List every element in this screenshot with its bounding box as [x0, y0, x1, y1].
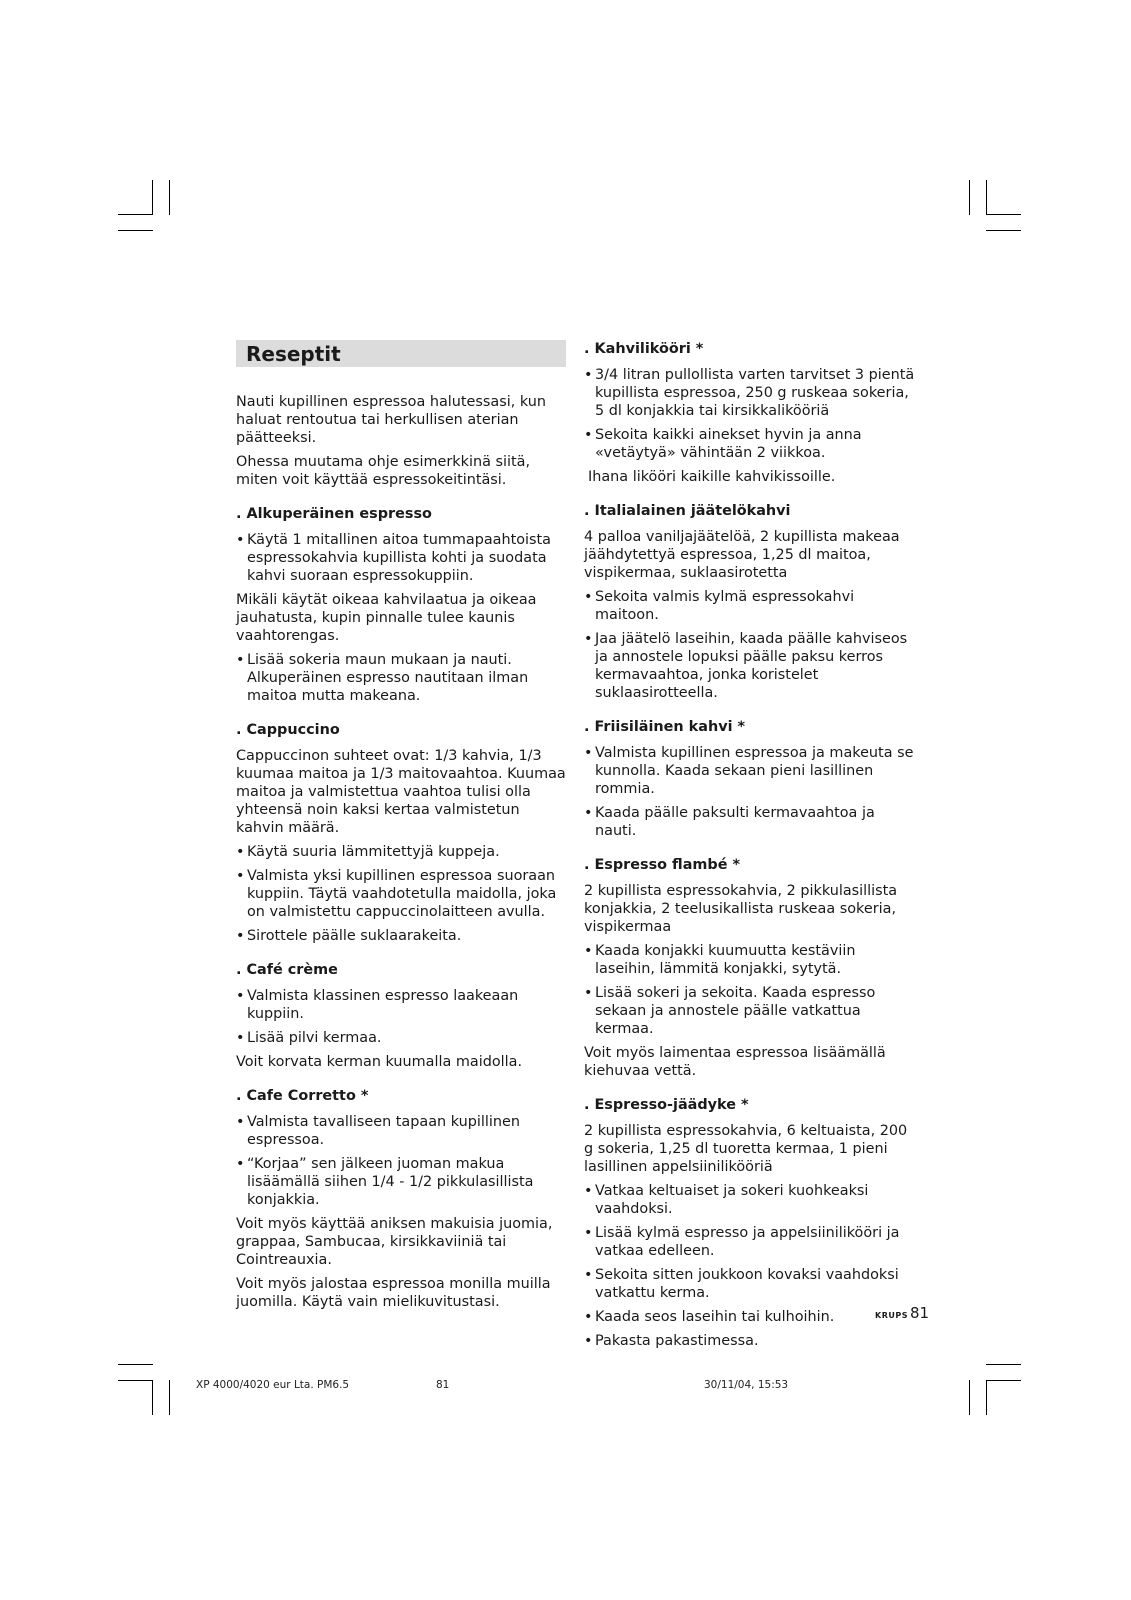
bullet-text: “Korjaa” sen jälkeen juoman makua lisäämällä siihen 1/4 - 1/2 pikkulasillista konjakkia.	[247, 1156, 534, 1208]
bullet-item	[236, 1029, 566, 1047]
bullet-icon: •	[584, 943, 593, 959]
bullet-item	[236, 651, 566, 705]
bullet-text: Kaada seos laseihin tai kulhoihin.	[595, 1309, 835, 1325]
recipe-heading: . Café crème	[236, 962, 338, 978]
recipe-paragraph: 2 kupillista espressokahvia, 6 keltuaista, 200 g sokeria, 1,25 dl tuoretta kermaa, 1 pieni lasillinen appelsiinilikööriä	[584, 1123, 908, 1175]
bullet-text: Sekoita valmis kylmä espressokahvi maitoon.	[595, 589, 855, 623]
bullet-icon: •	[236, 1114, 245, 1130]
bullet-item	[584, 1308, 919, 1326]
bullet-item	[236, 1113, 566, 1149]
recipe-heading: . Friisiläinen kahvi *	[584, 719, 746, 735]
bullet-text: Käytä 1 mitallinen aitoa tummapaahtoista espressokahvia kupillista kohti ja suodata kahvi suoraan espressokuppiin.	[247, 532, 551, 584]
bullet-item	[584, 744, 919, 798]
recipe-paragraph: Voit myös käyttää aniksen makuisia juomia, grappaa, Sambucaa, kirsikkaviiniä tai Cointreauxia.	[236, 1216, 553, 1268]
bullet-icon: •	[236, 844, 245, 860]
bullet-icon: •	[236, 928, 245, 944]
recipe-paragraph: Mikäli käytät oikeaa kahvilaatua ja oikeaa jauhatusta, kupin pinnalle tulee kaunis vaahtorengas.	[236, 592, 537, 644]
bullet-icon: •	[584, 631, 593, 647]
bullet-text: Kaada päälle paksulti kermavaahtoa ja nauti.	[595, 805, 875, 839]
recipe-heading: . Kahvilikööri *	[584, 341, 704, 357]
crop-mark	[118, 1380, 153, 1381]
bullet-icon: •	[584, 1267, 593, 1283]
bullet-icon: •	[584, 805, 593, 821]
bullet-icon: •	[584, 1225, 593, 1241]
recipe-paragraph: 2 kupillista espressokahvia, 2 pikkulasillista konjakkia, 2 teelusikallista ruskeaa sokeria, vispikermaa	[584, 883, 898, 935]
crop-mark	[118, 1364, 153, 1365]
bullet-text: Lisää sokeri ja sekoita. Kaada espresso sekaan ja annostele päälle vatkattua kermaa.	[595, 985, 876, 1037]
crop-mark	[986, 1380, 987, 1415]
right-column	[584, 340, 919, 1366]
recipe-list-right	[584, 340, 919, 1366]
bullet-item	[584, 1182, 919, 1218]
recipe-paragraph: Cappuccinon suhteet ovat: 1/3 kahvia, 1/3 kuumaa maitoa ja 1/3 maitovaahtoa. Kuumaa maitoa ja valmistettua vaahtoa tulisi olla yhteensä noin kaksi kertaa valmistetun kahvin määrä.	[236, 748, 566, 836]
bullet-text: Sirottele päälle suklaarakeita.	[247, 928, 462, 944]
crop-mark	[118, 230, 153, 231]
bullet-text: 3/4 litran pullollista varten tarvitset 3 pientä kupillista espressoa, 250 g ruskeaa sokeria, 5 dl konjakkia tai kirsikkalikööriä	[595, 367, 915, 419]
recipe-paragraph: 4 palloa vaniljajäätelöä, 2 kupillista makeaa jäähdytettyä espressoa, 1,25 dl maitoa, vispikermaa, suklaasirotetta	[584, 529, 900, 581]
crop-mark	[169, 1380, 170, 1415]
bullet-item	[584, 366, 919, 420]
bullet-item	[236, 987, 566, 1023]
crop-mark	[152, 1380, 153, 1415]
page-title: Reseptit	[236, 340, 566, 367]
crop-mark	[969, 180, 970, 215]
crop-mark	[986, 1364, 1021, 1365]
bullet-text: Sekoita sitten joukkoon kovaksi vaahdoksi vatkattu kerma.	[595, 1267, 899, 1301]
crop-mark	[986, 214, 1021, 215]
recipe-paragraph: Voit myös jalostaa espressoa monilla muilla juomilla. Käytä vain mielikuvitustasi.	[236, 1276, 551, 1310]
footer-page: 81	[436, 1379, 450, 1391]
bullet-item	[584, 630, 919, 702]
bullet-text: Sekoita kaikki ainekset hyvin ja anna «vetäytyä» vähintään 2 viikkoa.	[595, 427, 862, 461]
bullet-icon: •	[236, 1030, 245, 1046]
bullet-icon: •	[236, 1156, 245, 1172]
recipe-heading: . Alkuperäinen espresso	[236, 506, 432, 522]
crop-mark	[986, 230, 1021, 231]
bullet-item	[236, 531, 566, 585]
crop-mark	[152, 180, 153, 215]
bullet-icon: •	[584, 745, 593, 761]
crop-mark	[969, 1380, 970, 1415]
recipe-paragraph: Voit korvata kerman kuumalla maidolla.	[236, 1054, 523, 1070]
left-column	[236, 340, 566, 1327]
bullet-icon: •	[236, 532, 245, 548]
bullet-icon: •	[584, 1309, 593, 1325]
bullet-text: Lisää sokeria maun mukaan ja nauti. Alkuperäinen espresso nautitaan ilman maitoa mutta makeana.	[247, 652, 529, 704]
recipe-heading: . Espresso flambé *	[584, 857, 741, 873]
bullet-item	[584, 588, 919, 624]
crop-mark	[118, 214, 153, 215]
recipe-heading: . Cafe Corretto *	[236, 1088, 369, 1104]
recipe-heading: . Cappuccino	[236, 722, 340, 738]
bullet-text: Valmista yksi kupillinen espressoa suoraan kuppiin. Täytä vaahdotetulla maidolla, joka on valmistettu cappuccinolaitteen avulla.	[247, 868, 557, 920]
recipe-heading: . Espresso-jäädyke *	[584, 1097, 749, 1113]
bullet-icon: •	[236, 652, 245, 668]
bullet-icon: •	[584, 1333, 593, 1349]
bullet-text: Valmista tavalliseen tapaan kupillinen espressoa.	[247, 1114, 520, 1148]
intro-paragraph: Nauti kupillinen espressoa halutessasi, kun haluat rentoutua tai herkullisen aterian päätteeksi.	[236, 394, 547, 446]
bullet-text: Kaada konjakki kuumuutta kestäviin laseihin, lämmitä konjakki, sytytä.	[595, 943, 856, 977]
bullet-icon: •	[584, 589, 593, 605]
bullet-icon: •	[584, 367, 593, 383]
bullet-icon: •	[584, 985, 593, 1001]
bullet-item	[584, 804, 919, 840]
bullet-item	[584, 1266, 919, 1302]
bullet-item	[584, 1332, 919, 1350]
bullet-text: Valmista kupillinen espressoa ja makeuta se kunnolla. Kaada sekaan pieni lasillinen rommia.	[595, 745, 914, 797]
recipe-paragraph: Ihana likööri kaikille kahvikissoille.	[588, 469, 836, 485]
page-number	[875, 1304, 929, 1322]
crop-mark	[986, 1380, 1021, 1381]
bullet-text: Valmista klassinen espresso laakeaan kuppiin.	[247, 988, 519, 1022]
recipe-list-left	[236, 505, 566, 1327]
recipe-heading: . Italialainen jäätelökahvi	[584, 503, 791, 519]
bullet-icon: •	[236, 868, 245, 884]
brand-logo: KRUPS	[875, 1311, 908, 1320]
bullet-text: Pakasta pakastimessa.	[595, 1333, 759, 1349]
bullet-text: Käytä suuria lämmitettyjä kuppeja.	[247, 844, 500, 860]
bullet-item	[236, 1155, 566, 1209]
bullet-text: Lisää kylmä espresso ja appelsiinilikööri ja vatkaa edelleen.	[595, 1225, 900, 1259]
bullet-item	[236, 927, 566, 945]
crop-mark	[986, 180, 987, 215]
recipe-paragraph: Voit myös laimentaa espressoa lisäämällä kiehuvaa vettä.	[584, 1045, 886, 1079]
bullet-item	[236, 867, 566, 921]
bullet-icon: •	[236, 988, 245, 1004]
footer-file: XP 4000/4020 eur Lta. PM6.5	[196, 1379, 350, 1391]
crop-mark	[169, 180, 170, 215]
bullet-item	[584, 942, 919, 978]
bullet-icon: •	[584, 427, 593, 443]
bullet-text: Lisää pilvi kermaa.	[247, 1030, 382, 1046]
footer-date: 30/11/04, 15:53	[704, 1379, 789, 1391]
bullet-icon: •	[584, 1183, 593, 1199]
page-number-value: 81	[909, 1304, 930, 1322]
bullet-item	[584, 984, 919, 1038]
intro-paragraph: Ohessa muutama ohje esimerkkinä siitä, miten voit käyttää espressokeitintäsi.	[236, 454, 531, 488]
bullet-item	[236, 843, 566, 861]
bullet-item	[584, 426, 919, 462]
bullet-text: Jaa jäätelö laseihin, kaada päälle kahviseos ja annostele lopuksi päälle paksu kerros kermavaahtoa, jonka koristelet suklaasirotteella.	[595, 631, 908, 701]
bullet-item	[584, 1224, 919, 1260]
bullet-text: Vatkaa keltuaiset ja sokeri kuohkeaksi vaahdoksi.	[595, 1183, 869, 1217]
